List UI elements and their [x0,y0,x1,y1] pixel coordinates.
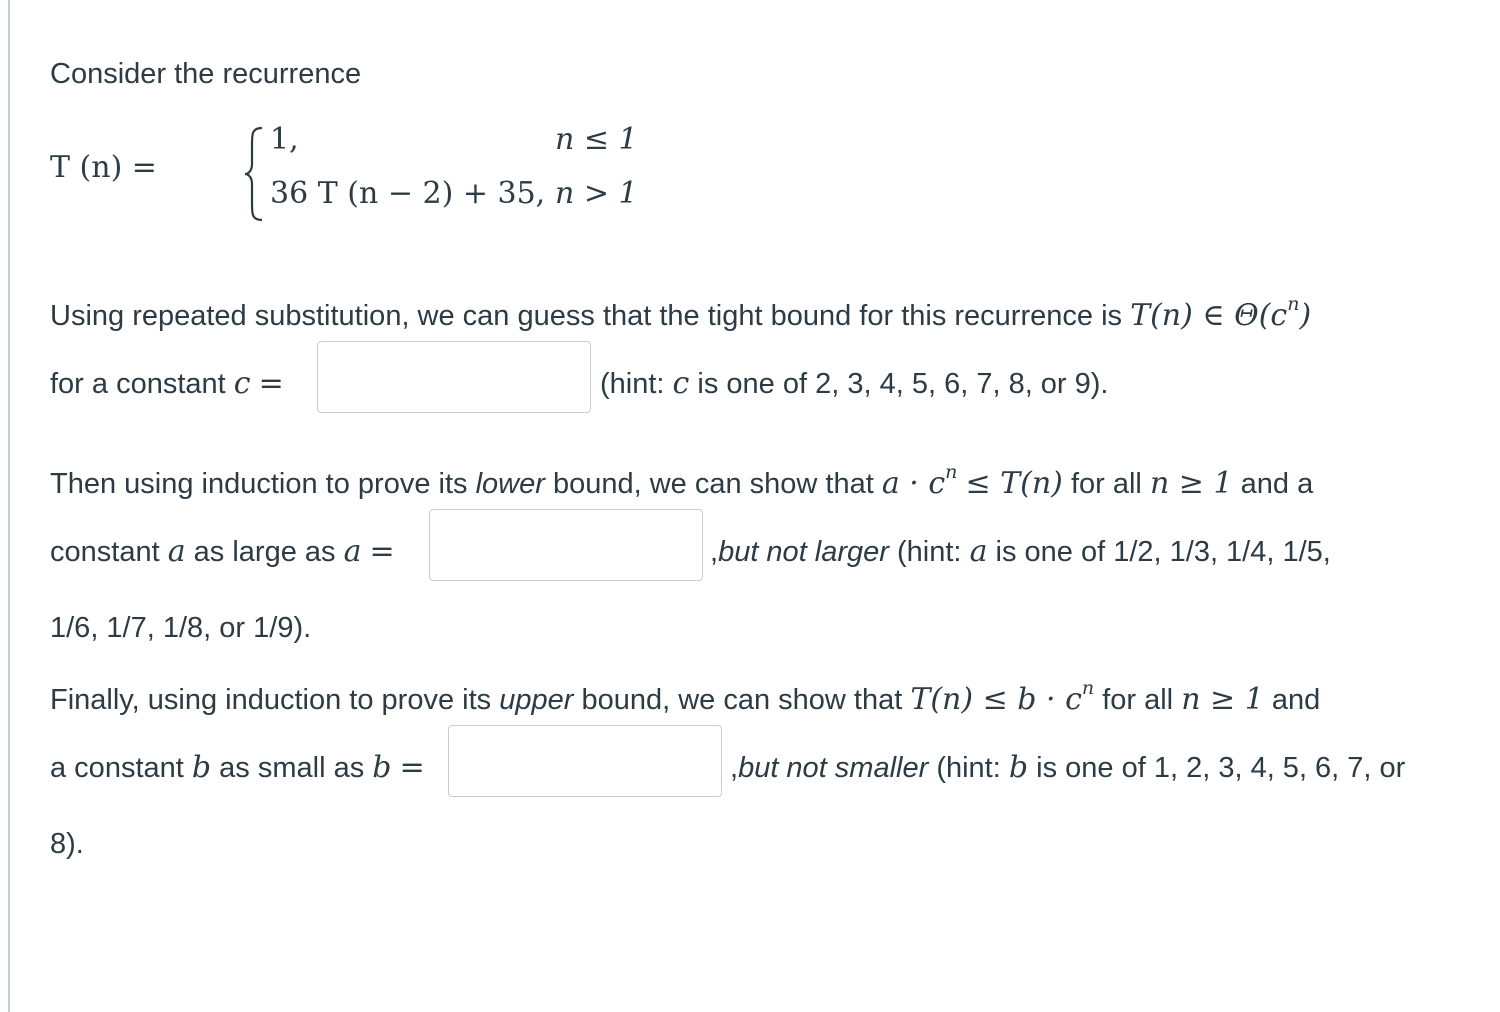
left-border [8,0,10,1012]
case2-condition: n > 1 [555,176,638,211]
q3-hint: ,but not smaller (hint: b is one of 1, 2, 3, 4, 5, 6, 7, or [730,750,1406,785]
q2-hint-continued: 1/6, 1/7, 1/8, or 1/9). [50,612,312,644]
left-brace [242,124,266,224]
q1-text: Using repeated substitution, we can guess that the tight bound for this recurrence is [50,300,1123,332]
case1-value: 1, [270,122,299,157]
q3-line1: Finally, using induction to prove its upper bound, we can show that $T(n) \le b \cdot c^n$ for all n ≥ 1 and [50,677,1321,717]
q1-hint: (hint: c is one of 2, 3, 4, 5, 6, 7, 8, or 9). [600,366,1109,401]
q1-line1 [50,293,1312,334]
q1-line2-left: for a constant c = [50,366,284,401]
intro-text: Consider the recurrence [50,58,362,90]
answer-c-input[interactable] [317,341,591,413]
q2-line1: Then using induction to prove its lower bound, we can show that $a \cdot c^n \le T(n)$ for all n ≥ 1 and a [50,461,1314,501]
q3-hint-continued: 8). [50,828,84,860]
answer-a-input[interactable] [429,509,703,581]
q2-hint: ,but not larger (hint: a is one of 1/2, 1/3, 1/4, 1/5, [710,534,1331,569]
case2-value: 36 T (n − 2) + 35, [270,176,546,211]
case1-condition: n ≤ 1 [555,122,638,157]
recurrence-equation [50,118,690,228]
q2-line2-left: constant a as large as a = [50,534,395,569]
recurrence-lhs: T (n) = [50,150,157,185]
answer-b-input[interactable] [448,725,722,797]
q1-bound-math: T(n) ∈ $\Theta(c^n)$ [1130,293,1312,333]
q3-line2-left: a constant b as small as b = [50,750,425,785]
